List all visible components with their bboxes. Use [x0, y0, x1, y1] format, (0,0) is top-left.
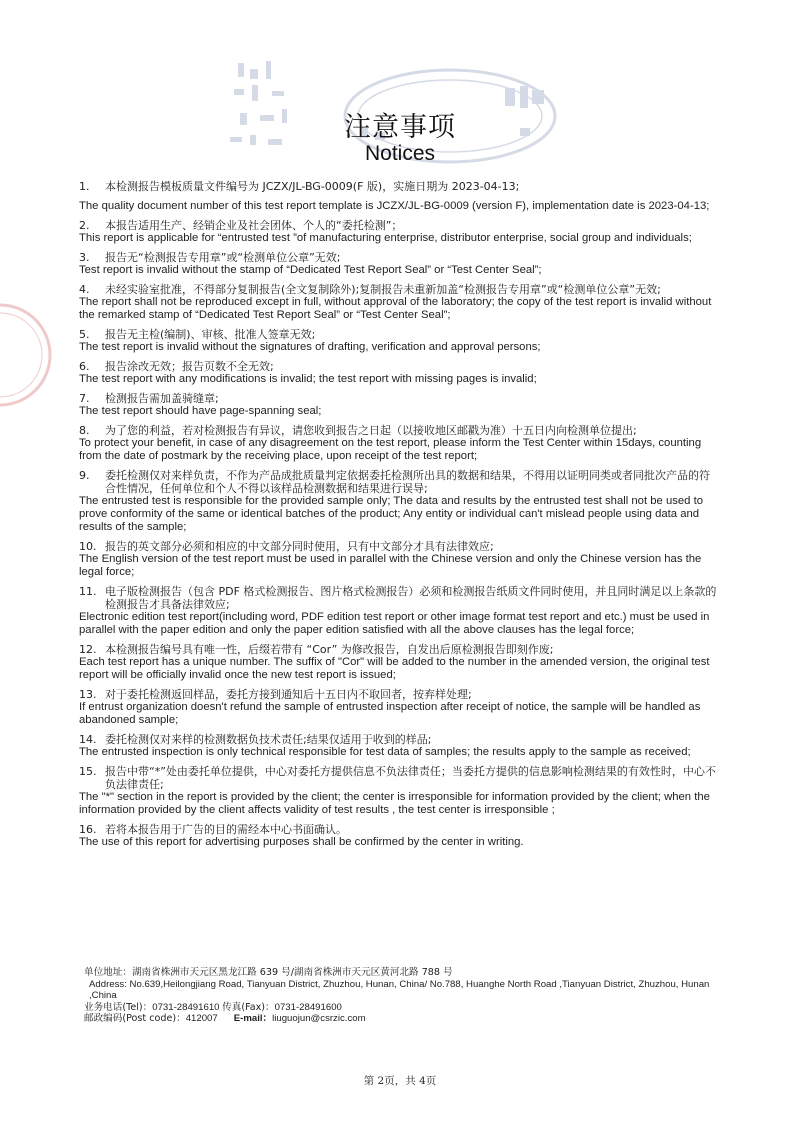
notice-text-chinese: 报告的英文部分必须和相应的中文部分同时使用，只有中文部分才具有法律效应; [105, 540, 494, 553]
notice-text-english: Test report is invalid without the stamp of “Dedicated Test Report Seal” or “Test Center Seal”; [79, 264, 542, 276]
post-value: 412007 [185, 1013, 218, 1024]
notice-text-english: The "*" section in the report is provided by the client; the center is irresponsible for information provided by the client; when the information provided by the client affects validity of test results , the test center is irresponsible ; [79, 791, 710, 816]
tel-value: 0731-28491610 [152, 1001, 220, 1013]
page-title-english: Notices [364, 142, 436, 165]
notice-text-chinese: 本报告适用生产、经销企业及社会团体、个人的“委托检测”； [105, 219, 403, 232]
notice-number: 10. [79, 540, 97, 553]
notice-text-english: The report shall not be reproduced except in full, without approval of the laboratory; the copy of the test report is invalid without the remarked stamp of “Dedicated Test Report Seal” or “Test Center Seal”; [79, 296, 712, 321]
notice-number: 6. [79, 360, 90, 373]
notice-number: 16. [79, 823, 97, 836]
notice-item [79, 219, 719, 245]
notice-item [79, 688, 719, 727]
notice-text-chinese: 本检测报告模板质量文件编号为 JCZX/JL-BG-0009(F 版)，实施日期为 2023-04-13; [105, 180, 520, 193]
notice-number: 8. [79, 424, 90, 437]
notice-text-chinese: 委托检测仅对来样负责，不作为产品成批质量判定依据委托检测所出具的数据和结果，不得用以证明同类或者同批次产品的符合性情况，任何单位和个人不得以该样品检测数据和结果进行误导; [105, 469, 710, 495]
notice-item [79, 540, 719, 579]
notice-text-english: Electronic edition test report(including word, PDF edition test report or other image format test report and etc.) must be used in parallel with the paper edition and only the paper edition satisfied with all the above clauses has the legal force; [79, 611, 710, 636]
notice-number: 3. [79, 251, 90, 264]
page-title-chinese: 注意事项 [344, 112, 456, 143]
notice-number: 2. [79, 219, 90, 232]
notice-number: 11. [79, 585, 97, 598]
notice-number: 4. [79, 283, 90, 296]
notice-number: 13. [79, 688, 97, 701]
notice-item [79, 469, 719, 534]
notice-number: 15. [79, 765, 97, 778]
notice-number: 14. [79, 733, 97, 746]
notice-item [79, 283, 719, 322]
post-email-row [84, 1013, 724, 1025]
tel-label: 业务电话(Tel)： [84, 1001, 153, 1013]
notice-list [79, 180, 719, 855]
phone-fax-row [84, 1002, 724, 1014]
notice-item [79, 251, 719, 277]
notice-item [79, 424, 719, 463]
notice-text-chinese: 对于委托检测返回样品，委托方接到通知后十五日内不取回者，按弃样处理; [105, 688, 472, 701]
notice-text-chinese: 检测报告需加盖骑缝章; [105, 392, 219, 405]
notice-item [79, 180, 719, 213]
page-number: 第 2页，共 4页 [363, 1075, 437, 1087]
notice-text-english: Each test report has a unique number. The suffix of "Cor" will be added to the number in the amended version, the original test report will be officially invalid once the new test report is issued; [79, 656, 710, 681]
contact-footer [84, 967, 724, 1025]
notice-text-chinese: 报告中带“*”处由委托单位提供，中心对委托方提供信息不负法律责任；当委托方提供的信息影响检测结果的有效性时，中心不负法律责任; [105, 765, 716, 791]
red-seal-icon [0, 300, 55, 410]
notice-item [79, 823, 719, 849]
notice-text-english: The English version of the test report must be used in parallel with the Chinese version and only the Chinese version has the legal force; [79, 553, 702, 578]
notice-number: 12. [79, 643, 97, 656]
email-label: E-mail： [233, 1013, 273, 1024]
notice-text-chinese: 本检测报告编号具有唯一性，后缀若带有 “Cor” 为修改报告，自发出后原检测报告即刻作废; [105, 643, 554, 656]
notice-item [79, 360, 719, 386]
notice-text-english: The entrusted test is responsible for the provided sample only; The data and results by the entrusted test shall not be used to prove conformity of the same or identical batches of the product; Any entity or individual can't mislead people using data and results of the sample; [79, 495, 703, 533]
notice-text-english: The test report with any modifications is invalid; the test report with missing pages is invalid; [79, 373, 537, 385]
notice-text-english: The quality document number of this test report template is JCZX/JL-BG-0009 (version F), implementation date is 2023-04-13; [79, 200, 710, 212]
notice-text-english: To protect your benefit, in case of any disagreement on the test report, please inform the Test Center within 15days, counting from the date of postmark by the receiving place, upon receipt of the test report; [79, 437, 702, 462]
notice-text-chinese: 为了您的利益，若对检测报告有异议，请您收到报告之日起（以接收地区邮戳为准）十五日内向检测单位提出; [105, 424, 637, 437]
notice-text-english: If entrust organization doesn't refund the sample of entrusted inspection after receipt of notice, the sample will be handled as abandoned sample; [79, 701, 701, 726]
notice-text-chinese: 报告涂改无效；报告页数不全无效; [105, 360, 274, 373]
fax-label: 传真(Fax)： [222, 1001, 275, 1013]
notice-item [79, 733, 719, 759]
notice-text-chinese: 报告无主检(编制)、审核、批准人签章无效; [105, 328, 316, 341]
notice-text-chinese: 未经实验室批准，不得部分复制报告(全文复制除外);复制报告未重新加盖“检测报告专用章”或“检测单位公章”无效; [105, 283, 661, 296]
address-english: Address: No.639,Heilongjiang Road, Tianyuan District, Zhuzhou, Hunan, China/ No.788, Huanghe North Road ,Tianyuan District, Zhuzhou, Hunan ,China [89, 978, 710, 1001]
notice-text-english: The test report is invalid without the signatures of drafting, verification and approval persons; [79, 341, 541, 353]
notice-text-english: The entrusted inspection is only technical responsible for test data of samples; the results apply to the sample as received; [79, 746, 691, 758]
notice-item [79, 643, 719, 682]
post-label: 邮政编码(Post code)： [84, 1013, 186, 1024]
notice-number: 9. [79, 469, 90, 482]
notice-number: 7. [79, 392, 90, 405]
fax-value: 0731-28491600 [274, 1001, 342, 1013]
notice-item [79, 765, 719, 817]
notice-number: 5. [79, 328, 90, 341]
notice-text-chinese: 委托检测仅对来样的检测数据负技术责任;结果仅适用于收到的样品; [105, 733, 432, 746]
notice-item [79, 585, 719, 637]
notice-text-english: The test report should have page-spanning seal; [79, 405, 322, 417]
notice-number: 1. [79, 180, 90, 193]
notice-item [79, 328, 719, 354]
notice-text-chinese: 报告无“检测报告专用章”或“检测单位公章”无效; [105, 251, 341, 264]
email-value: liuguojun@csrzic.com [272, 1013, 366, 1024]
notice-item [79, 392, 719, 418]
notice-text-english: This report is applicable for “entrusted test ”of manufacturing enterprise, distributor enterprise, social group and individuals; [79, 232, 692, 244]
notice-text-chinese: 若将本报告用于广告的目的需经本中心书面确认。 [105, 823, 347, 836]
notice-text-chinese: 电子版检测报告（包含 PDF 格式检测报告、图片格式检测报告）必须和检测报告纸质文件同时使用，并且同时满足以上条款的检测报告才具备法律效应; [105, 585, 717, 611]
address-chinese: 单位地址：湖南省株洲市天元区黑龙江路 639 号/湖南省株洲市天元区黄河北路 788 号 [84, 967, 453, 978]
notice-text-english: The use of this report for advertising purposes shall be confirmed by the center in writing. [79, 836, 524, 848]
